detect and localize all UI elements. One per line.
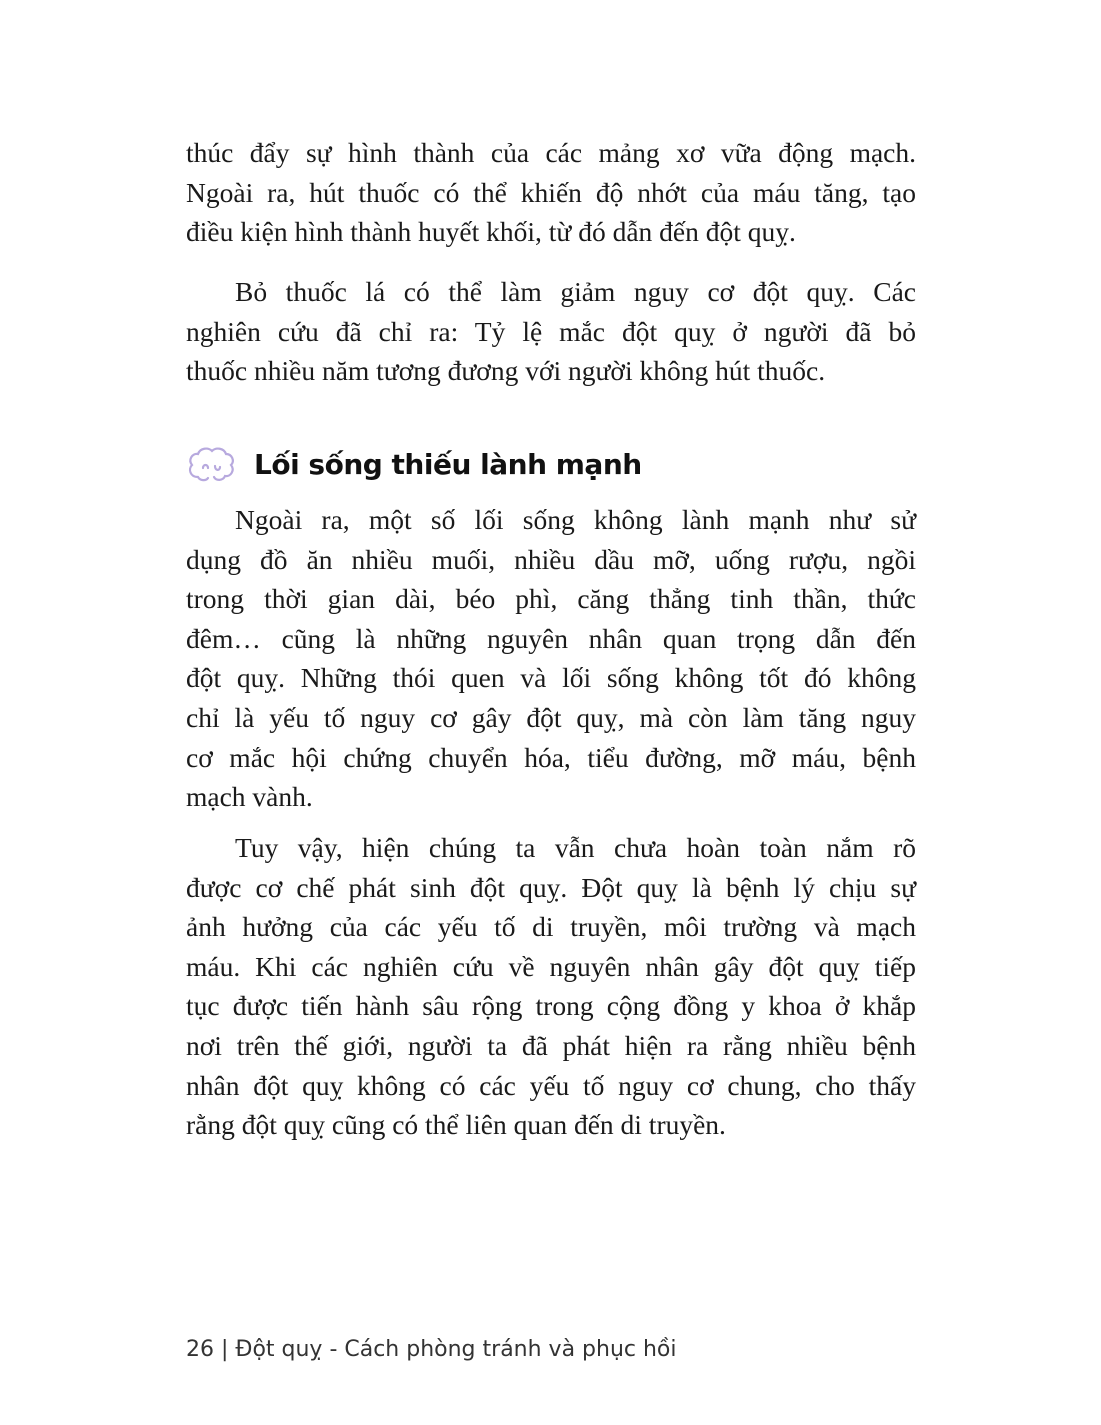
- text-line: nơi trên thế giới, người ta đã phát hiện ra rằng nhiều bệnh: [186, 1029, 916, 1061]
- text-line: mạch vành.: [186, 781, 313, 813]
- text-line: máu. Khi các nghiên cứu về nguyên nhân gây đột quỵ tiếp: [186, 950, 916, 982]
- page-footer: 26 | Đột quỵ - Cách phòng tránh và phục hồi: [186, 1337, 677, 1362]
- text-line: thuốc nhiều năm tương đương với người không hút thuốc.: [186, 355, 826, 387]
- text-line: đêm… cũng là những nguyên nhân quan trọng dẫn đến: [186, 622, 916, 654]
- text-line: điều kiện hình thành huyết khối, từ đó dẫn đến đột quỵ.: [186, 216, 796, 248]
- section-heading-title: Lối sống thiếu lành mạnh: [254, 447, 642, 481]
- paragraph-lifestyle: [186, 500, 916, 817]
- text-line: Ngoài ra, hút thuốc có thể khiến độ nhớt của máu tăng, tạo: [186, 176, 916, 208]
- text-line: Tuy vậy, hiện chúng ta vẫn chưa hoàn toàn nắm rõ: [235, 832, 916, 863]
- section-heading: [186, 440, 642, 488]
- text-line: nhân đột quỵ không có các yếu tố nguy cơ chung, cho thấy: [186, 1069, 916, 1101]
- paragraph-continued: [186, 133, 916, 252]
- text-line: rằng đột quỵ cũng có thể liên quan đến di truyền.: [186, 1109, 726, 1141]
- text-line: được cơ chế phát sinh đột quỵ. Đột quỵ là bệnh lý chịu sự: [186, 871, 916, 903]
- text-line: thúc đẩy sự hình thành của các mảng xơ vữa động mạch.: [186, 137, 916, 168]
- text-line: dụng đồ ăn nhiều muối, nhiều dầu mỡ, uống rượu, ngồi: [186, 543, 916, 575]
- text-line: trong thời gian dài, béo phì, căng thẳng tinh thần, thức: [186, 583, 916, 615]
- text-line: Ngoài ra, một số lối sống không lành mạnh như sử: [235, 504, 916, 535]
- text-line: cơ mắc hội chứng chuyển hóa, tiểu đường, mỡ máu, bệnh: [186, 741, 916, 773]
- text-line: Bỏ thuốc lá có thể làm giảm nguy cơ đột quỵ. Các: [235, 276, 916, 307]
- text-line: chỉ là yếu tố nguy cơ gây đột quỵ, mà còn làm tăng nguy: [186, 701, 916, 733]
- text-line: ảnh hưởng của các yếu tố di truyền, môi trường và mạch: [186, 911, 916, 943]
- text-line: nghiên cứu đã chỉ ra: Tỷ lệ mắc đột quỵ ở người đã bỏ: [186, 315, 916, 347]
- text-line: đột quỵ. Những thói quen và lối sống không tốt đó không: [186, 662, 916, 694]
- paragraph-quit-smoking: [186, 272, 916, 391]
- brain-icon: [186, 444, 236, 484]
- paragraph-genetics: [186, 828, 916, 1145]
- text-line: tục được tiến hành sâu rộng trong cộng đồng y khoa ở khắp: [186, 990, 916, 1022]
